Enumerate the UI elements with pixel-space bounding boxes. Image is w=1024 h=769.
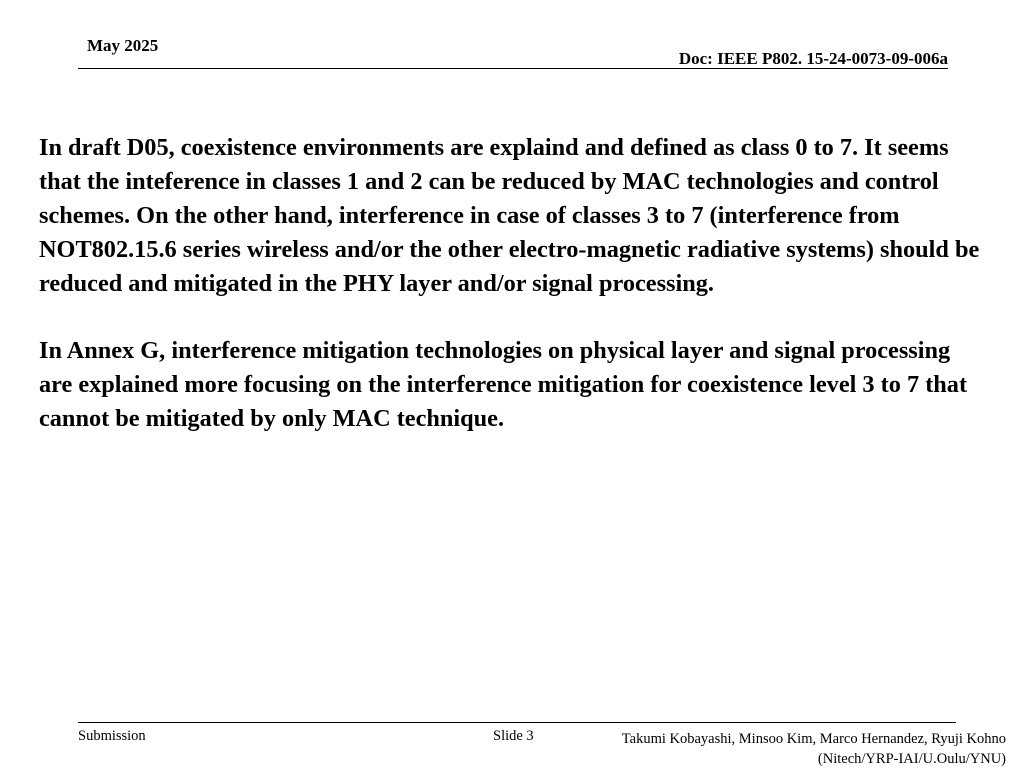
footer-slide-number: Slide 3 bbox=[493, 728, 534, 744]
header-date: May 2025 bbox=[87, 36, 159, 55]
footer-authors bbox=[622, 729, 1006, 769]
body-paragraph-2: In Annex G, interference mitigation technologies on physical layer and signal processing are explained more focusing on the interference mitigation for coexistence level 3 to 7 that cannot be mitigated by only MAC technique. bbox=[39, 337, 968, 432]
footer-authors-names: Takumi Kobayashi, Minsoo Kim, Marco Hernandez, Ryuji Kohno bbox=[621, 731, 1006, 747]
body-paragraph-1: In draft D05, coexistence environments are explaind and defined as class 0 to 7. It seems that the inteference in classes 1 and 2 can be reduced by MAC technologies and control schemes. On the other hand, interference in case of classes 3 to 7 (interference from NOT802.15.6 series wireless and/or the other electro-magnetic radiative systems) should be reduced and mitigated in the PHY layer and/or signal processing. bbox=[39, 134, 980, 297]
slide-body bbox=[39, 131, 989, 469]
footer-authors-affiliations: (Nitech/YRP-IAI/U.Oulu/YNU) bbox=[817, 751, 1006, 767]
header-divider bbox=[78, 68, 948, 69]
header-doc-id: Doc: IEEE P802. 15-24-0073-09-006a bbox=[678, 49, 948, 68]
footer-divider bbox=[78, 722, 956, 723]
footer-submission: Submission bbox=[78, 728, 146, 744]
